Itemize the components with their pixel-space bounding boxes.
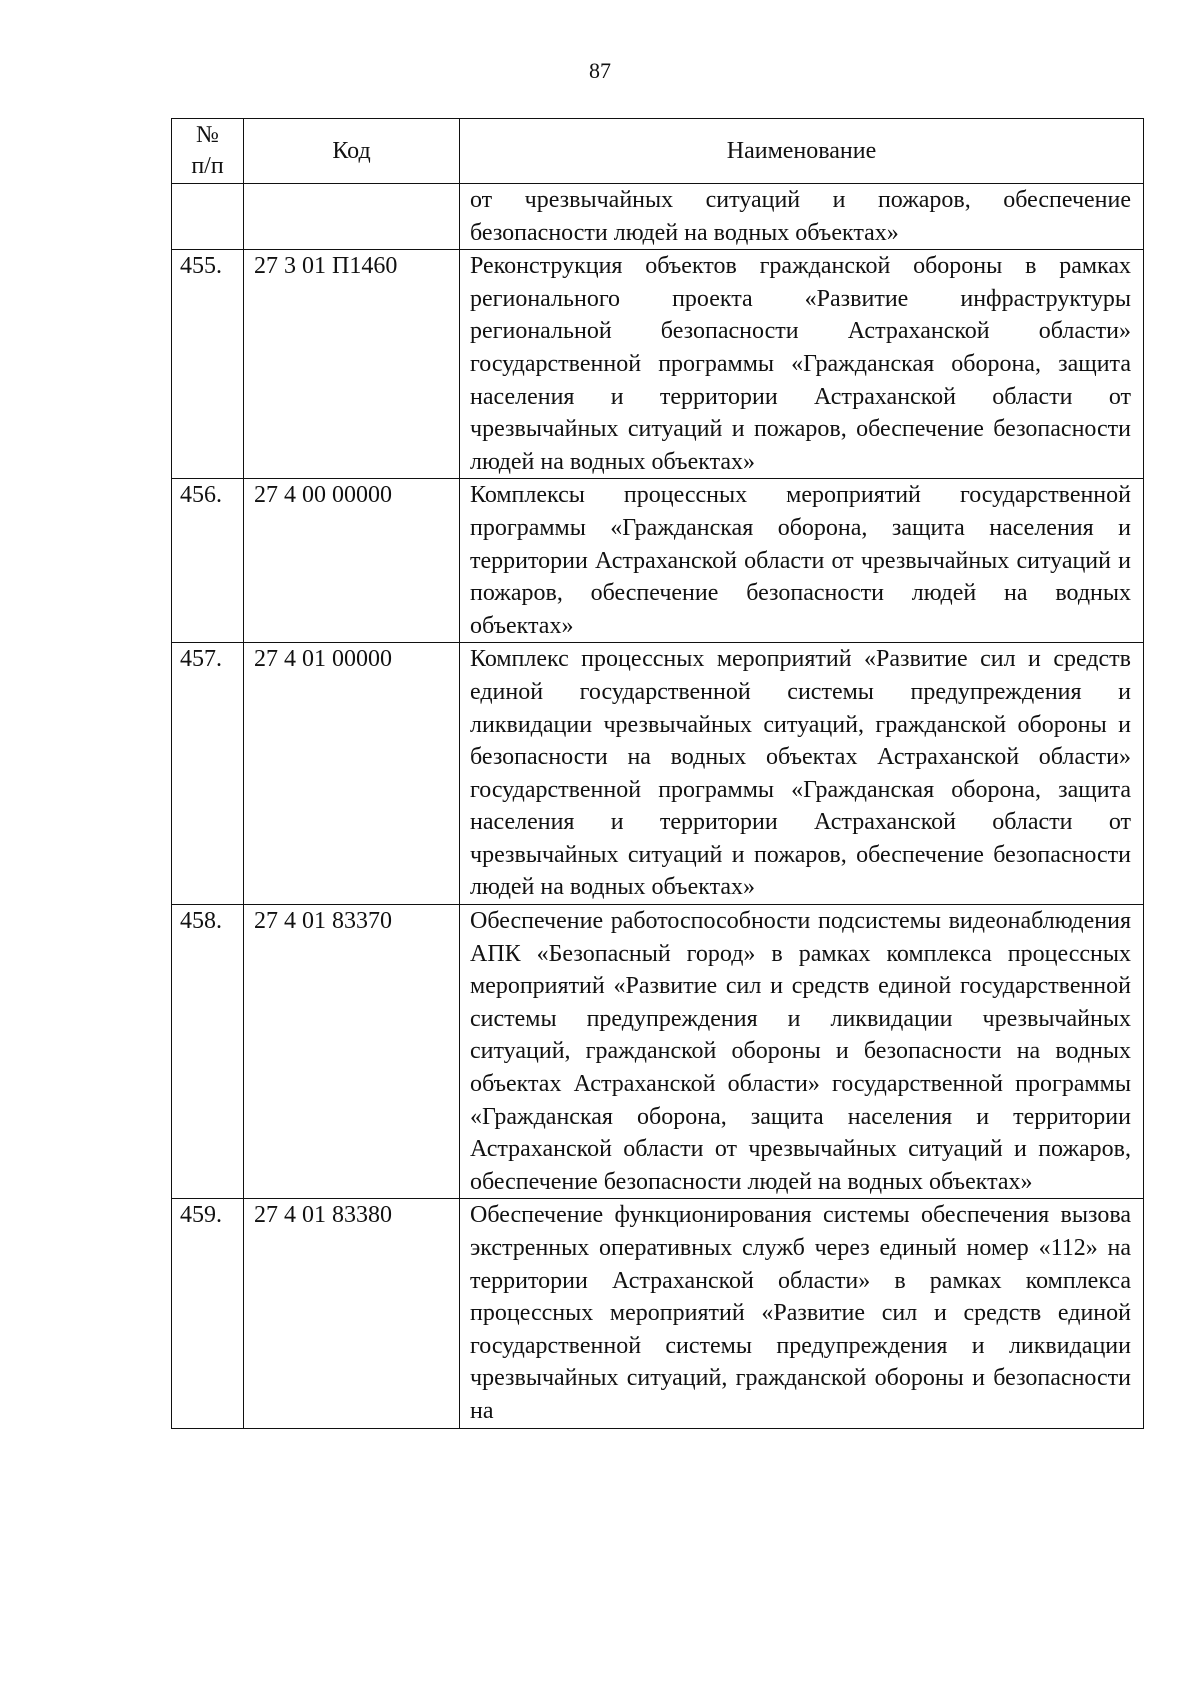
row-name: Комплекс процессных мероприятий «Развитие сил и средств единой государственной системы предупреждения и ликвидации чрезвычайных ситуаций, гражданской обороны и безопасности на водных объектах Астраханской области» государственной программы «Гражданская оборона, защита населения и территории Астраханской области от чрезвычайных ситуаций и пожаров, обеспечение безопасности людей на водных объектах» — [460, 643, 1144, 905]
row-name: Реконструкция объектов гражданской обороны в рамках регионального проекта «Развитие инфраструктуры региональной безопасности Астраханской области» государственной программы «Гражданская оборона, защита населения и территории Астраханской области от чрезвычайных ситуаций и пожаров, обеспечение безопасности людей на водных объектах» — [460, 250, 1144, 479]
row-number — [172, 184, 244, 250]
row-name: Обеспечение функционирования системы обеспечения вызова экстренных оперативных служб через единый номер «112» на территории Астраханской области» в рамках комплекса процессных мероприятий «Развитие сил и средств единой государственной системы предупреждения и ликвидации чрезвычайных ситуаций, гражданской обороны и безопасности на — [460, 1199, 1144, 1428]
table-row — [172, 1199, 1144, 1428]
row-number: 457. — [172, 643, 244, 905]
row-name: Обеспечение работоспособности подсистемы видеонаблюдения АПК «Безопасный город» в рамках комплекса процессных мероприятий «Развитие сил и средств единой государственной системы предупреждения и ликвидации чрезвычайных ситуаций, гражданской обороны и безопасности на водных объектах Астраханской области» государственной программы «Гражданская оборона, защита населения и территории Астраханской области от чрезвычайных ситуаций и пожаров, обеспечение безопасности людей на водных объектах» — [460, 905, 1144, 1199]
header-code: Код — [244, 119, 460, 184]
table-row — [172, 250, 1144, 479]
row-number: 458. — [172, 905, 244, 1199]
row-number: 456. — [172, 479, 244, 643]
row-number: 459. — [172, 1199, 244, 1428]
table-row — [172, 184, 1144, 250]
row-code: 27 4 01 00000 — [244, 643, 460, 905]
header-name: Наименование — [460, 119, 1144, 184]
header-number-abbrev: п/п — [191, 153, 224, 179]
table-header — [172, 119, 1144, 184]
row-name: Комплексы процессных мероприятий государственной программы «Гражданская оборона, защита населения и территории Астраханской области от чрезвычайных ситуаций и пожаров, обеспечение безопасности людей на водных объектах» — [460, 479, 1144, 643]
row-number: 455. — [172, 250, 244, 479]
table-row — [172, 905, 1144, 1199]
budget-code-table — [171, 118, 1144, 1429]
row-name: от чрезвычайных ситуаций и пожаров, обеспечение безопасности людей на водных объектах» — [460, 184, 1144, 250]
row-code — [244, 184, 460, 250]
row-code: 27 3 01 П1460 — [244, 250, 460, 479]
header-number — [172, 119, 244, 184]
table-row — [172, 643, 1144, 905]
row-code: 27 4 01 83370 — [244, 905, 460, 1199]
header-row — [172, 119, 1144, 184]
header-number-sign: № — [196, 122, 219, 148]
row-code: 27 4 01 83380 — [244, 1199, 460, 1428]
table-body — [172, 184, 1144, 1429]
row-code: 27 4 00 00000 — [244, 479, 460, 643]
table-row — [172, 479, 1144, 643]
page-number: 87 — [589, 58, 611, 83]
